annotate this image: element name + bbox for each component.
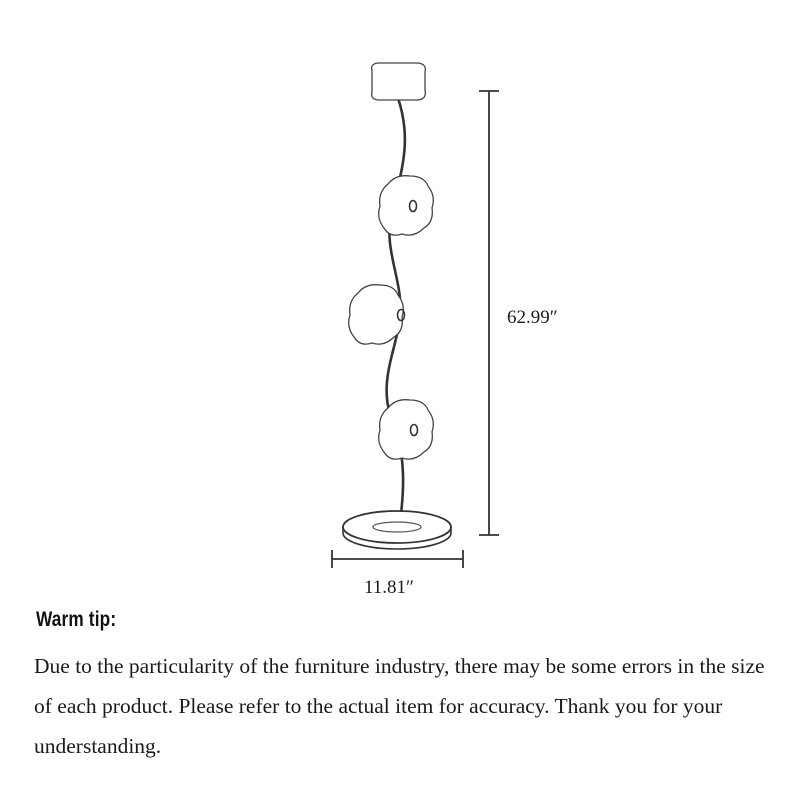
lamp-shade-flower-3: [379, 400, 434, 459]
width-dimension-line: [332, 550, 463, 568]
height-dimension-label: 62.99″: [507, 307, 558, 328]
lamp-base: [343, 511, 451, 549]
height-dimension-line: [479, 91, 499, 535]
warm-tip-heading: Warm tip:: [36, 608, 117, 631]
lamp-shade-flower-2: [349, 285, 405, 344]
lamp-shade-flower-1: [379, 176, 434, 235]
width-dimension-label: 11.81″: [364, 577, 414, 598]
lamp-shade-top: [372, 63, 426, 100]
warm-tip-text: Due to the particularity of the furniture industry, there may be some errors in the size of each product. Please refer to the actual item for accuracy. Thank you for your understanding.: [34, 654, 765, 758]
